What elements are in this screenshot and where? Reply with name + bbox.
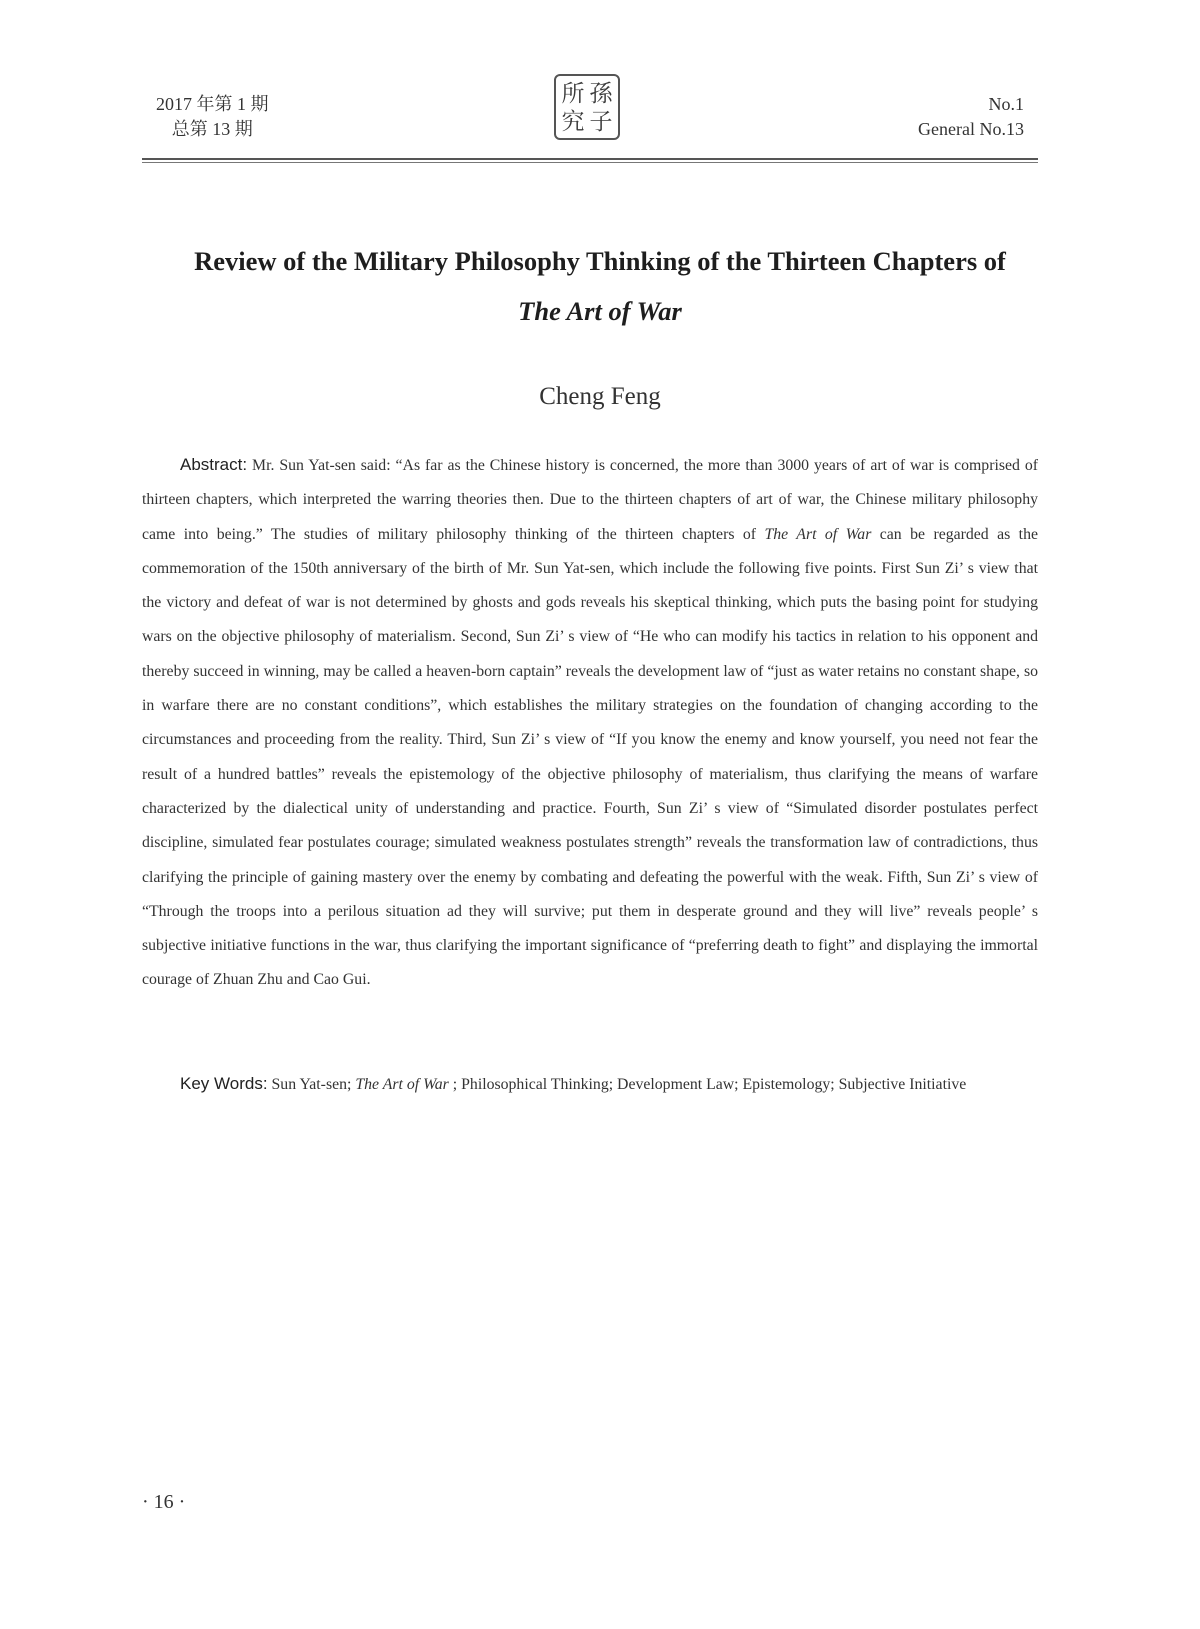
seal-glyph: 究	[561, 108, 585, 134]
abstract-book-title: The Art of War	[764, 525, 872, 543]
header-rule-thick	[142, 158, 1038, 160]
header-rule-thin	[142, 162, 1038, 163]
keywords-label: Key Words:	[180, 1074, 268, 1093]
running-header	[142, 80, 1038, 154]
keywords-text-part-1: Sun Yat-sen;	[267, 1076, 356, 1093]
issue-number: No.1	[988, 94, 1024, 114]
abstract-text-part-1: Mr. Sun Yat-sen said: “As far as the Chinese history is concerned, the more than 3000 years of art of war is comprised of thirteen chapters, which interpreted the warring theories then. Due to the thirteen chapters of art of war, the Chinese military philosophy came into being.” The studies of military philosophy thinking of the thirteen chapters of	[142, 457, 1038, 543]
issue-year-number: 2017 年第 1 期	[156, 94, 269, 114]
abstract-paragraph	[142, 448, 1038, 998]
page-number: · 16 ·	[142, 1491, 186, 1513]
keywords-paragraph	[142, 1067, 1038, 1101]
seal-glyph: 孫	[589, 80, 613, 106]
issue-info-chinese	[156, 92, 269, 142]
article-title	[100, 236, 1100, 336]
seal-glyph: 子	[589, 108, 613, 134]
keywords-book-title: The Art of War	[355, 1076, 449, 1093]
article-title-line-2: The Art of War	[518, 296, 682, 326]
keywords-text-part-2: ; Philosophical Thinking; Development Law; Epistemology; Subjective Initiative	[448, 1076, 967, 1093]
issue-total-number: 总第 13 期	[171, 119, 253, 139]
article-title-line-1: Review of the Military Philosophy Thinking of the Thirteen Chapters of	[194, 246, 1006, 276]
abstract-label: Abstract:	[180, 455, 248, 474]
abstract-text-part-2: can be regarded as the commemoration of the 150th anniversary of the birth of Mr. Sun Yat-sen, which include the following five points. First Sun Zi’ s view that the victory and defeat of war is not determined by ghosts and gods reveals his skeptical thinking, which puts the basing point for studying wars on the objective philosophy of materialism. Second, Sun Zi’ s view of “He who can modify his tactics in relation to his opponent and thereby succeed in winning, may be called a heaven-born captain” reveals the development law of “just as water retains no constant shape, so in warfare there are no constant conditions”, which establishes the military strategies on the foundation of changing according to the circumstances and proceeding from the reality. Third, Sun Zi’ s view of “If you know the enemy and know yourself, you need not fear the result of a hundred battles” reveals the epistemology of the objective philosophy of materialism, thus clarifying the means of warfare characterized by the dialectical unity of understanding and practice. Fourth, Sun Zi’ s view of “Simulated disorder postulates perfect discipline, simulated fear postulates courage; simulated weakness postulates strength” reveals the transformation law of contradictions, thus clarifying the principle of gaining mastery over the enemy by combating and defeating the powerful with the weak. Fifth, Sun Zi’ s view of “Through the troops into a perilous situation ad they will survive; put them in desperate ground and they will live” reveals people’ s subjective initiative functions in the war, thus clarifying the important significance of “preferring death to fight” and displaying the immortal courage of Zhuan Zhu and Cao Gui.	[142, 525, 1038, 989]
seal-glyph: 所	[561, 80, 585, 106]
journal-seal-logo	[554, 74, 620, 140]
general-number: General No.13	[918, 119, 1024, 139]
issue-info-english	[918, 92, 1024, 142]
author-name: Cheng Feng	[539, 383, 661, 410]
